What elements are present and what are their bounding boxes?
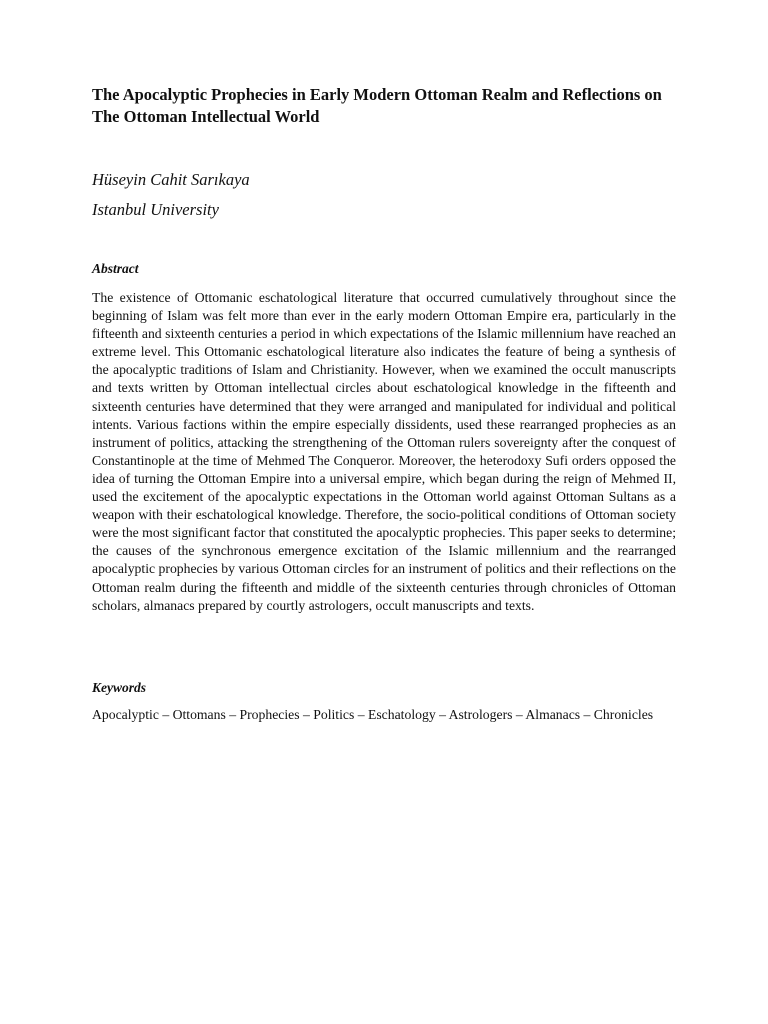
author-affiliation: Istanbul University <box>92 200 219 219</box>
keywords-heading: Keywords <box>92 680 146 695</box>
keywords-list: Apocalyptic – Ottomans – Prophecies – Politics – Eschatology – Astrologers – Almanacs – Chronicles <box>92 707 654 722</box>
abstract-body: The existence of Ottomanic eschatological literature that occurred cumulatively throughout since the beginning of Islam was felt more than ever in the early modern Ottoman Empire era, particularly in the fifteenth and sixteenth centuries a period in which expectations of the Islamic millennium have reached an extreme level. This Ottomanic eschatological literature also indicates the feature of being a synthesis of the apocalyptic traditions of Islam and Christianity. However, when we examined the occult manuscripts and texts written by Ottoman intellectual circles about eschatological knowledge in the fifteenth and sixteenth centuries have determined that they were arranged and manipulated for individual and political intents. Various factions within the empire especially dissidents, used these rearranged prophecies as an instrument of politics, attacking the strengthening of the Ottoman rulers sovereignty after the conquest of Constantinople at the time of Mehmed The Conqueror. Moreover, the heterodoxy Sufi orders opposed the idea of turning the Ottoman Empire into a universal empire, which began during the reign of Mehmed II, used the excitement of the apocalyptic expectations in the Ottoman world against Ottoman Sultans as a weapon with their eschatological knowledge. Therefore, the socio-political conditions of Ottoman society were the most significant factor that constituted the apocalyptic prophecies. This paper seeks to determine; the causes of the synchronous emergence excitation of the Islamic millennium and the rearranged apocalyptic prophecies by various Ottoman circles for an instrument of politics and their reflections on the Ottoman realm during the fifteenth and middle of the sixteenth centuries through chronicles of Ottoman scholars, almanacs prepared by courtly astrologers, occult manuscripts and texts. <box>92 290 676 613</box>
abstract-heading: Abstract <box>92 261 139 276</box>
paper-page <box>92 84 676 722</box>
paper-title: The Apocalyptic Prophecies in Early Modern Ottoman Realm and Reflections on The Ottoman Intellectual World <box>92 85 662 126</box>
author-name: Hüseyin Cahit Sarıkaya <box>92 170 250 189</box>
